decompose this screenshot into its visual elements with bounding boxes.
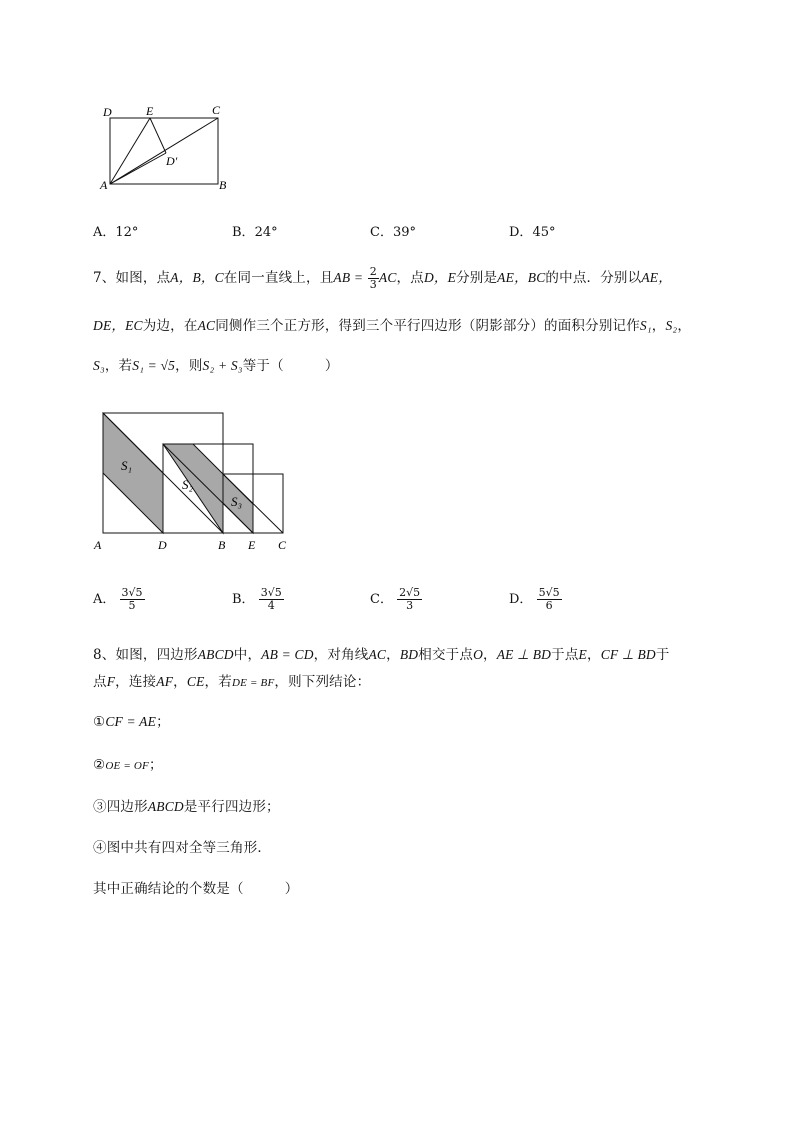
q7-option-d[interactable]	[509, 587, 562, 612]
q6-label-e: E	[146, 104, 154, 118]
q7-shaded-s1	[103, 413, 163, 533]
q7-option-c-fraction	[397, 587, 422, 612]
q7-option-c[interactable]	[370, 587, 422, 612]
q7-option-a-fraction	[120, 587, 145, 612]
q6-figure	[95, 98, 245, 198]
q7-label-d: D	[158, 538, 167, 552]
q7-label-e: E	[248, 538, 256, 552]
q7-diagonal-2	[163, 444, 253, 533]
q6-line-ac	[110, 118, 218, 184]
q7-option-b-num: 3√5	[260, 586, 282, 599]
q7-points: A，B，C	[170, 270, 224, 285]
q8-math: DE = BF	[231, 677, 275, 689]
q6-label-d: D	[103, 105, 112, 119]
q7-label-c: C	[278, 538, 287, 552]
q7-option-b-fraction	[259, 587, 284, 612]
q8-text: ，连接	[115, 674, 157, 690]
q7-text: ，点	[396, 270, 424, 286]
q8-text: ，	[386, 647, 400, 663]
q8-text: 是平行四边形；	[183, 799, 280, 815]
q7-text: ，	[677, 318, 692, 334]
q8-math: CE	[186, 674, 205, 689]
q8-text: ；	[156, 714, 170, 730]
q6-option-b[interactable]	[232, 221, 278, 240]
q8-text: ，	[586, 647, 601, 663]
q7-option-c-num: 2√5	[399, 586, 421, 599]
q8-conclusion-2	[93, 753, 163, 773]
q7-option-a-num: 3√5	[121, 586, 143, 599]
q6-option-c-text: 39°	[392, 225, 416, 240]
q7-math: S₁ = √5	[132, 358, 176, 373]
q8-text: ，若	[204, 674, 232, 690]
q7-option-b-letter: B．	[232, 592, 255, 607]
q7-math: AE，BC	[497, 270, 546, 285]
q8-text: 相交于点	[418, 647, 474, 663]
q7-option-d-fraction	[537, 587, 562, 612]
q8-line-1	[93, 643, 670, 663]
q7-math: AB =	[333, 270, 364, 285]
q7-label-s2: S₂	[182, 477, 194, 492]
q7-option-b-den: 4	[267, 599, 275, 612]
q8-math: F	[106, 674, 116, 689]
q6-label-a: A	[100, 178, 108, 192]
q8-math: AE ⊥ BD	[496, 647, 552, 662]
q7-math: AE，	[641, 270, 672, 285]
q7-text: 7、如图，点	[93, 270, 171, 286]
q8-text: ，对角线	[313, 647, 369, 663]
q7-text: ，则	[175, 358, 203, 374]
q8-line-2	[93, 670, 370, 690]
q7-math: AC	[378, 270, 397, 285]
q7-option-d-letter: D．	[509, 592, 533, 607]
q7-fraction-num: 2	[369, 265, 377, 278]
q7-option-a-den: 5	[128, 599, 136, 612]
q7-label-s3: S₃	[231, 494, 243, 509]
q8-text: ②	[93, 757, 106, 773]
q7-text: 分别是	[456, 270, 498, 286]
q8-math: CF ⊥ BD	[600, 647, 656, 662]
q8-text: ①	[93, 714, 106, 730]
q6-option-b-letter: B．	[232, 225, 255, 240]
q8-math: ABCD	[197, 647, 234, 662]
q6-option-a-letter: A．	[93, 225, 116, 240]
q7-text: 为边，在	[142, 318, 198, 334]
q8-text: ，	[173, 674, 187, 690]
q7-math: D，E	[423, 270, 457, 285]
q7-text: 的中点．分别以	[545, 270, 642, 286]
q7-math: AC	[197, 318, 216, 333]
q7-text: 同侧作三个正方形，得到三个平行四边形（阴影部分）的面积分别记作	[215, 318, 640, 334]
q8-text: ，	[483, 647, 497, 663]
q6-option-d[interactable]	[509, 221, 555, 240]
q7-line-1	[93, 266, 672, 291]
q7-figure	[90, 405, 300, 555]
q7-math: DE，EC	[93, 318, 143, 333]
q8-math: BD	[399, 647, 419, 662]
q8-text: ；	[148, 757, 163, 773]
q8-text: 于	[655, 647, 670, 663]
q7-math: S₂ + S₃	[202, 358, 243, 373]
q7-option-b[interactable]	[232, 587, 284, 612]
q6-label-c: C	[212, 103, 221, 117]
q6-option-d-letter: D．	[509, 225, 533, 240]
q8-text: 点	[93, 674, 107, 690]
q7-option-d-den: 6	[545, 599, 553, 612]
q7-option-a[interactable]	[93, 587, 145, 612]
q8-text: ，则下列结论：	[274, 674, 371, 690]
q8-math: E	[578, 647, 587, 662]
q7-label-a: A	[94, 538, 102, 552]
q7-line-3	[93, 354, 339, 374]
q6-option-a[interactable]	[93, 221, 138, 240]
q7-label-b: B	[218, 538, 226, 552]
q7-text: ，若	[104, 358, 133, 374]
q6-option-b-text: 24°	[254, 225, 278, 240]
q7-math: S₂	[665, 318, 678, 333]
q7-option-c-letter: C．	[370, 592, 393, 607]
q7-option-c-den: 3	[406, 599, 414, 612]
q6-option-d-text: 45°	[532, 225, 556, 240]
q6-line-ae	[110, 118, 150, 184]
q8-math: AB = CD	[261, 647, 314, 662]
q7-option-d-num: 5√5	[538, 586, 560, 599]
q6-line-ed-prime	[150, 118, 166, 153]
q7-text: 等于（ ）	[242, 358, 339, 374]
q8-math: OE = OF	[105, 760, 149, 772]
q8-question: 其中正确结论的个数是（ ）	[93, 881, 299, 897]
q6-option-c-letter: C．	[370, 225, 393, 240]
q8-text: ③四边形	[93, 799, 148, 815]
q6-option-c[interactable]	[370, 221, 416, 240]
q7-text: 在同一直线上，且	[223, 270, 334, 286]
q6-label-b: B	[219, 178, 227, 192]
q8-math: CF = AE	[105, 714, 157, 729]
q8-conclusion-4: ④图中共有四对全等三角形．	[93, 840, 272, 856]
q8-text: 中，	[233, 647, 262, 663]
q8-math: ABCD	[147, 799, 184, 814]
q7-option-a-letter: A．	[93, 592, 116, 607]
q8-text: 8、如图，四边形	[93, 647, 198, 663]
q6-option-a-text: 12°	[115, 225, 139, 240]
q8-math: O	[473, 647, 484, 662]
q8-math: AC	[368, 647, 387, 662]
q7-line-2	[93, 314, 691, 334]
q7-math: S₃	[93, 358, 105, 373]
q7-math: S₁	[639, 318, 652, 333]
q8-conclusion-3	[93, 795, 280, 815]
q8-math: AF	[156, 674, 174, 689]
q6-label-d-prime: D'	[166, 154, 178, 168]
q7-fraction-den: 3	[369, 278, 377, 291]
q8-text: 于点	[551, 647, 579, 663]
q7-text: ，	[651, 318, 666, 334]
q7-label-s1: S₁	[121, 458, 133, 473]
q7-fraction	[368, 266, 379, 291]
q8-conclusion-1	[93, 710, 170, 730]
q6-line-ad-prime	[110, 153, 166, 184]
